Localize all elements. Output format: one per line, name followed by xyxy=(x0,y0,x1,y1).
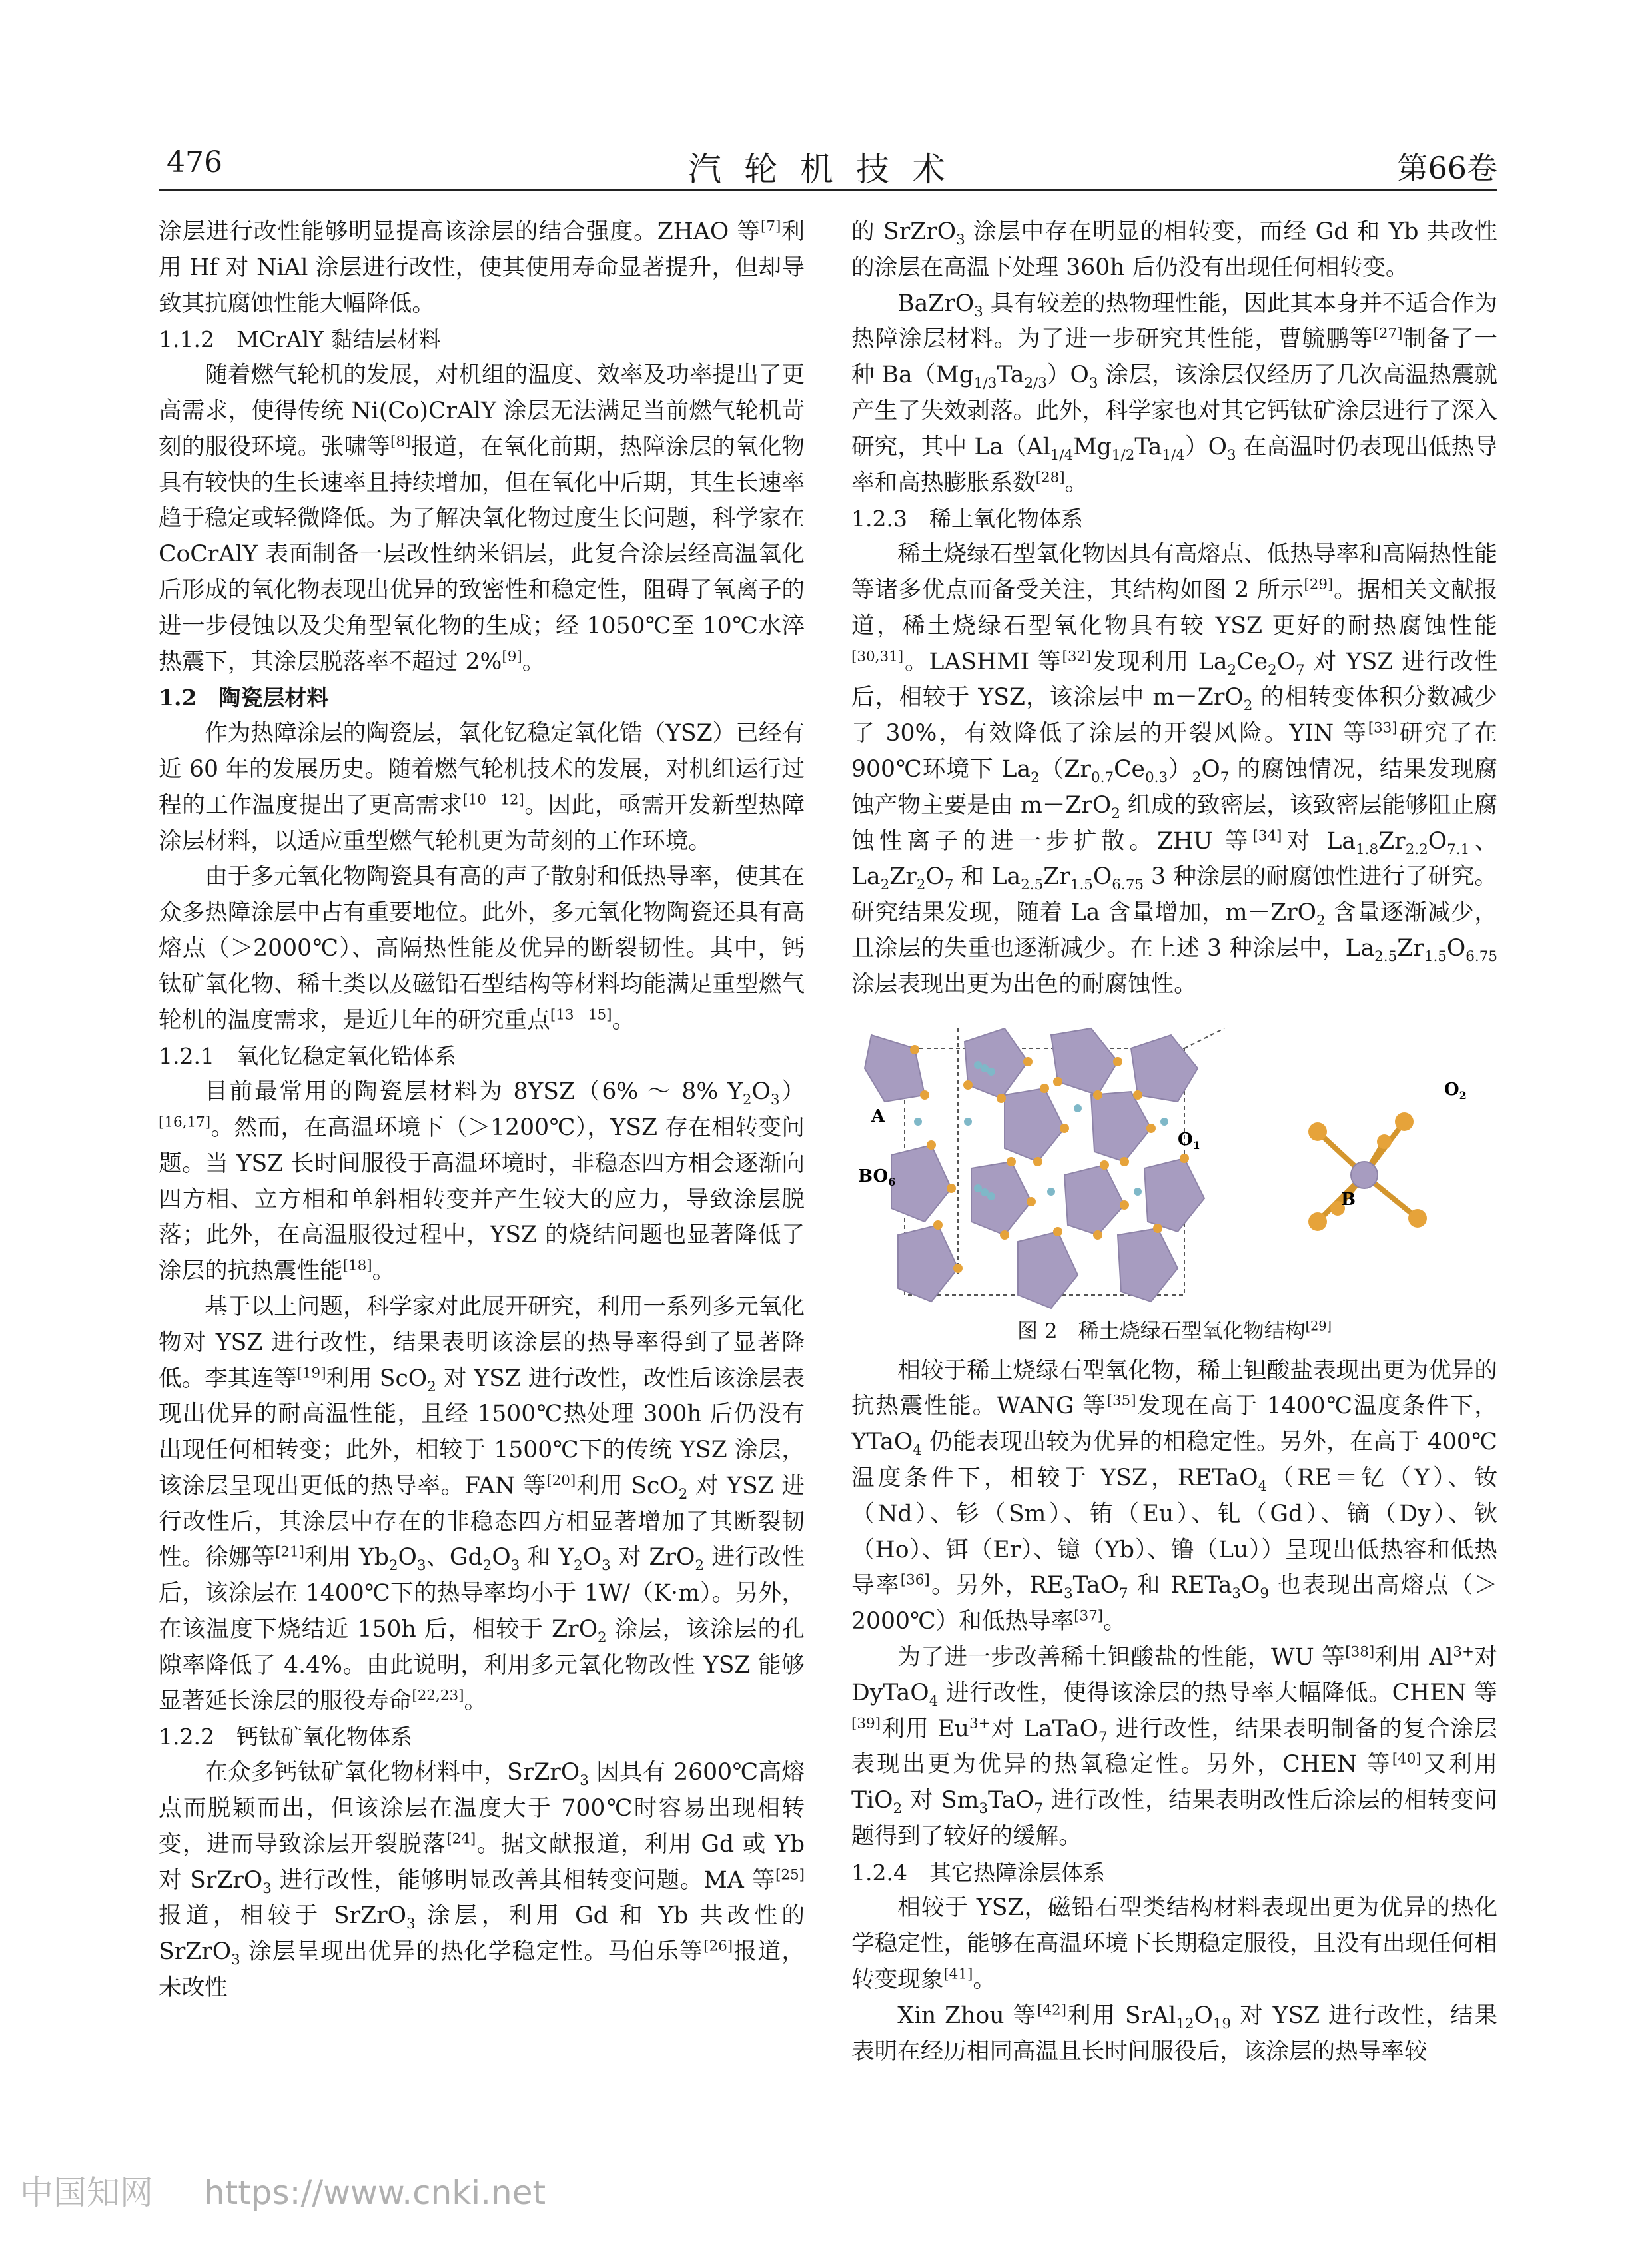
journal-title: 汽轮机技术 xyxy=(688,150,968,188)
cnki-logo: 中国知网 xyxy=(20,2173,153,2212)
page-header xyxy=(159,133,1497,193)
paragraph: 由于多元氧化物陶瓷具有高的声子散射和低热导率，使其在众多热障涂层中占有重要地位。此外，多元氧化物陶瓷还具有高熔点（＞2000℃）、高隔热性能及优异的断裂韧性。其中，钙钛矿氧化物、稀土类以及磁铅石型结构等材料均能满足重型燃气轮机的温度需求，是近几年的研究重点[13－15]。 xyxy=(159,863,805,1034)
paragraph: 目前最常用的陶瓷层材料为 8YSZ（6% ～ 8% $Y_2O_3)[16,17]$。然而，在高温环境下（＞1200℃），YSZ 存在相转变问题。当 YSZ 长时间服役于高温环境时，非稳态四方相会逐渐向四方相、立方相和单斜相转变并产生较大的应力，导致涂层脱落；此外，在高温服役过程中，YSZ 的烧结问题也显著降低了涂层的抗热震性能[18]。 xyxy=(159,1078,805,1285)
right-column xyxy=(851,214,1497,2069)
left-column xyxy=(159,214,805,2006)
section-heading: 1.1.2 MCrAlY 黏结层材料 xyxy=(159,326,441,353)
label-o1: $O_1$ xyxy=(1178,1129,1200,1152)
cnki-url: https://www.cnki.net xyxy=(203,2173,546,2212)
cnki-watermark xyxy=(20,2166,546,2214)
paragraph: 为了进一步改善稀土钽酸盐的性能，WU 等[38]利用 $Al^{3+}$对 DyTaO$_4$ 进行改性，使得该涂层的热导率大幅降低。CHEN 等[39]利用 $Eu^{3+}$对 LaTaO$_7$ 进行改性，结果表明制备的复合涂层表现出更为优异的热氧稳定性。另外，CHEN 等[40]又利用 TiO$_2$ 对 $Sm_3TaO_7$ 进行改性，结果表明改性后涂层的相转变问题得到了较好的缓解。 xyxy=(851,1643,1497,1850)
bo6-octahedra xyxy=(865,1028,1204,1308)
b-site-octahedron-detail xyxy=(1308,1112,1427,1231)
paragraph: 在众多钙钛矿氧化物材料中，SrZrO$_3$ 因具有 2600℃高熔点而脱颖而出，但该涂层在温度大于 700℃时容易出现相转变，进而导致涂层开裂脱落[24]。据文献报道，利用 Gd 或 Yb 对 SrZrO$_3$ 进行改性，能够明显改善其相转变问题。MA 等[25]报道，相较于 SrZrO$_3$ 涂层，利用 Gd 和 Yb 共改性的 SrZrO$_3$ 涂层呈现出优异的热化学稳定性。马伯乐等[26]报道，未改性 xyxy=(159,1759,805,2002)
paragraph: 的 SrZrO$_3$ 涂层中存在明显的相转变，而经 Gd 和 Yb 共改性的涂层在高温下处理 360h 后仍没有出现任何相转变。 xyxy=(851,218,1497,281)
page-number: 476 xyxy=(167,145,222,179)
section-heading: 1.2.2 钙钛矿氧化物体系 xyxy=(159,1724,412,1750)
section-heading: 1.2 陶瓷层材料 xyxy=(159,685,329,711)
paragraph: 稀土烧绿石型氧化物因具有高熔点、低热导率和高隔热性能等诸多优点而备受关注，其结构如图 2 所示[29]。据相关文献报道，稀土烧绿石型氧化物具有较 YSZ 更好的耐热腐蚀性能[30,31]。LASHMI 等[32]发现利用 $La_2Ce_2O_7$ 对 YSZ 进行改性后，相较于 YSZ，该涂层中 m－ZrO$_2$ 的相转变体积分数减少了 30%，有效降低了涂层的开裂风险。YIN 等[33]研究了在 900℃环境下 $La_2(Zr_{0.7}Ce_{0.3})_2O_7$ 的腐蚀情况，结果发现腐蚀产物主要是由 m－ZrO$_2$ 组成的致密层，该致密层能够阻止腐蚀性离子的进一步扩散。ZHU 等[34]对 $La_{1.8}Zr_{2.2}O_{7.1}$、$La_2Zr_2O_7$ 和 $La_{2.5}Zr_{1.5}O_{6.75}$ 3 种涂层的耐腐蚀性进行了研究。研究结果发现，随着 La 含量增加，m－ZrO$_2$ 含量逐渐减少，且涂层的失重也逐渐减少。在上述 3 种涂层中，$La_{2.5}Zr_{1.5}O_{6.75}$涂层表现出更为出色的耐腐蚀性。 xyxy=(851,541,1498,998)
section-heading: 1.2.3 稀土氧化物体系 xyxy=(851,506,1083,532)
header-rule xyxy=(159,189,1497,191)
paragraph: 相较于 YSZ，磁铅石型类结构材料表现出更为优异的热化学稳定性，能够在高温环境下长期稳定服役，且没有出现任何相转变现象[41]。 xyxy=(851,1894,1497,1994)
pyrochlore-structure-diagram xyxy=(851,1022,1497,1315)
paragraph: 随着燃气轮机的发展，对机组的温度、效率及功率提出了更高需求，使得传统 Ni(Co)CrAlY 涂层无法满足当前燃气轮机苛刻的服役环境。张啸等[8]报道，在氧化前期，热障涂层的氧化物具有较快的生长速率且持续增加，但在氧化中后期，其生长速率趋于稳定或轻微降低。为了解决氧化物过度生长问题，科学家在 CoCrAlY 表面制备一层改性纳米铝层，此复合涂层经高温氧化后形成的氧化物表现出优异的致密性和稳定性，阻碍了氧离子的进一步侵蚀以及尖角型氧化物的生成；经 1050℃至 10℃水淬热震下，其涂层脱落率不超过 2%[9]。 xyxy=(159,362,805,675)
figure-2 xyxy=(851,1022,1497,1315)
section-heading: 1.2.4 其它热障涂层体系 xyxy=(851,1859,1105,1886)
section-heading: 1.2.1 氧化钇稳定氧化锆体系 xyxy=(159,1043,456,1070)
paragraph: 涂层进行改性能够明显提高该涂层的结合强度。ZHAO 等[7]利用 Hf 对 NiAl 涂层进行改性，使其使用寿命显著提升，但却导致其抗腐蚀性能大幅降低。 xyxy=(159,218,805,317)
label-a: A xyxy=(871,1106,885,1126)
paragraph: 相较于稀土烧绿石型氧化物，稀土钽酸盐表现出更为优异的抗热震性能。WANG 等[35]发现在高于 1400℃温度条件下，YTaO$_4$ 仍能表现出较为优异的相稳定性。另外，在高于 400℃温度条件下，相较于 YSZ，RETaO$_4$（RE＝钇（Y）、钕（Nd）、钐（Sm）、铕（Eu）、钆（Gd）、镝（Dy）、钬（Ho）、铒（Er）、镱（Yb）、镥（Lu））呈现出低热容和低热导率[36]。另外，$RE_3TaO_7$ 和 $RETa_3O_9$ 也表现出高熔点（＞2000℃）和低热导率[37]。 xyxy=(851,1357,1497,1635)
volume-label: 第66卷 xyxy=(1397,150,1497,186)
paragraph: 作为热障涂层的陶瓷层，氧化钇稳定氧化锆（YSZ）已经有近 60 年的发展历史。随着燃气轮机技术的发展，对机组运行过程的工作温度提出了更高需求[10－12]。因此，亟需开发新型热障涂层材料，以适应重型燃气轮机更为苛刻的工作环境。 xyxy=(159,720,805,855)
label-b: B xyxy=(1341,1189,1356,1210)
figure-caption: 图 2 稀土烧绿石型氧化物结构[29] xyxy=(1017,1318,1332,1343)
paragraph: 基于以上问题，科学家对此展开研究，利用一系列多元氧化物对 YSZ 进行改性，结果表明该涂层的热导率得到了显著降低。李其连等[19]利用 ScO$_2$ 对 YSZ 进行改性，改性后该涂层表现出优异的耐高温性能，且经 1500℃热处理 300h 后仍没有出现任何相转变；此外，相较于 1500℃下的传统 YSZ 涂层，该涂层呈现出更低的热导率。FAN 等[20]利用 ScO$_2$ 对 YSZ 进行改性后，其涂层中存在的非稳态四方相显著增加了其断裂韧性。徐娜等[21]利用 $Yb_2O_3$、$Gd_2O_3$ 和 $Y_2O_3$ 对 ZrO$_2$ 进行改性后，该涂层在 1400℃下的热导率均小于 1W/（K·m）。另外，在该温度下烧结近 150h 后，相较于 ZrO$_2$ 涂层，该涂层的孔隙率降低了 4.4%。由此说明，利用多元氧化物改性 YSZ 能够显著延长涂层的服役寿命[22,23]。 xyxy=(159,1293,805,1714)
label-o2: $O_2$ xyxy=(1444,1079,1467,1102)
label-bo6: $BO_6$ xyxy=(858,1166,896,1188)
paragraph: Xin Zhou 等[42]利用 $SrAl_{12}O_{19}$ 对 YSZ 进行改性，结果表明在经历相同高温且长时间服役后，该涂层的热导率较 xyxy=(851,2002,1497,2065)
paragraph: BaZrO$_3$ 具有较差的热物理性能，因此其本身并不适合作为热障涂层材料。为了进一步研究其性能，曹毓鹏等[27]制备了一种 $Ba(Mg_{1/3}Ta_{2/3})O_3$ 涂层，该涂层仅经历了几次高温热震就产生了失效剥落。此外，科学家也对其它钙钛矿涂层进行了深入研究，其中 $La(Al_{1/4}Mg_{1/2}Ta_{1/4})O_3$ 在高温时仍表现出低热导率和高热膨胀系数[28]。 xyxy=(851,290,1498,496)
